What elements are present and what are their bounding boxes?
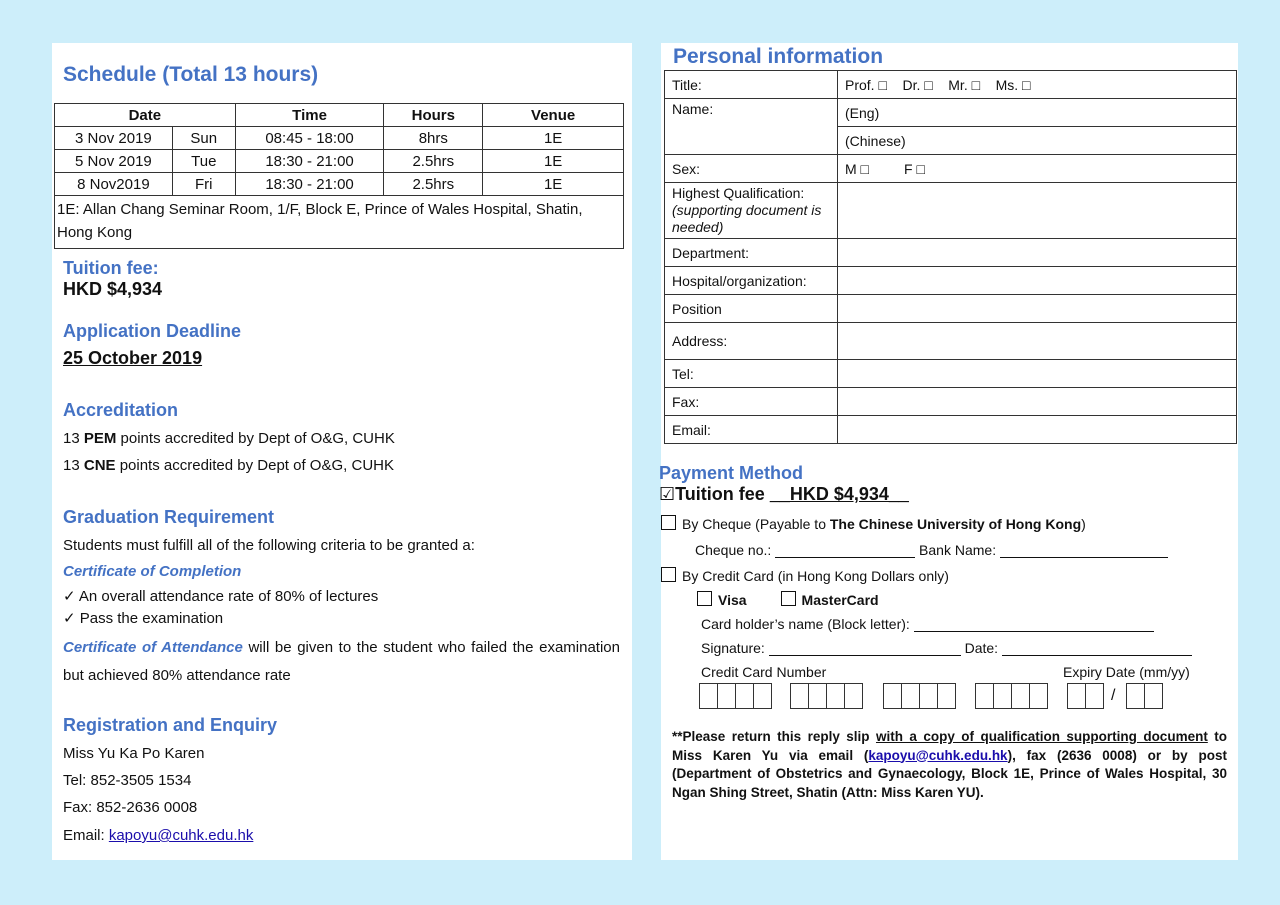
address-row (665, 323, 1237, 360)
header-time: Time (235, 104, 384, 127)
card-digit-box[interactable] (735, 683, 754, 709)
email-label: Email: (665, 416, 838, 444)
title-options[interactable]: Prof. □ Dr. □ Mr. □ Ms. □ (838, 71, 1237, 99)
email-label: Email: (63, 827, 109, 844)
card-digit-box[interactable] (993, 683, 1012, 709)
sex-row (665, 155, 1237, 183)
attendance-text: will be given to the student who failed the examination but achieved 80% attendance rate (63, 639, 620, 684)
card-digit-box[interactable] (1011, 683, 1030, 709)
card-holder-label: Card holder’s name (Block letter): (701, 616, 914, 632)
expiry-slash: / (1111, 687, 1116, 704)
contact-email-line (63, 826, 253, 846)
department-row (665, 239, 1237, 267)
mastercard-label: MasterCard (801, 592, 879, 608)
sex-label: Sex: (665, 155, 838, 183)
card-digit-box[interactable] (883, 683, 902, 709)
card-digit-box[interactable] (937, 683, 956, 709)
visa-checkbox[interactable] (697, 591, 712, 606)
table-row (55, 127, 624, 150)
card-type-options (697, 591, 879, 608)
name-row (665, 99, 1237, 127)
accreditation-prefix: 13 (63, 430, 84, 447)
tuition-fee-amount: __HKD $4,934__ (769, 484, 909, 504)
cell-hours: 2.5hrs (384, 150, 483, 173)
tel-label: Tel: (665, 360, 838, 388)
hospital-row (665, 267, 1237, 295)
date-field[interactable] (1002, 640, 1192, 656)
venue-note: 1E: Allan Chang Seminar Room, 1/F, Block E, Prince of Wales Hospital, Shatin, Hong Kong (55, 196, 624, 249)
card-digit-box[interactable] (699, 683, 718, 709)
deadline-date: 25 October 2019 (63, 348, 203, 368)
credit-card-option (661, 567, 949, 584)
cheque-no-field[interactable] (775, 542, 915, 558)
hospital-label: Hospital/organization: (665, 267, 838, 295)
checked-checkbox[interactable]: ☑ (659, 484, 676, 504)
card-digit-box[interactable] (717, 683, 736, 709)
card-number-label: Credit Card Number (701, 664, 827, 680)
header-hours: Hours (384, 104, 483, 127)
card-number-boxes[interactable] (699, 683, 1169, 709)
card-digit-box[interactable] (808, 683, 827, 709)
card-digit-box[interactable] (901, 683, 920, 709)
card-digit-box[interactable] (790, 683, 809, 709)
cheque-checkbox[interactable] (661, 515, 676, 530)
name-label: Name: (665, 99, 838, 155)
fax-label: Fax: (665, 388, 838, 416)
visa-label: Visa (718, 592, 747, 608)
email-field[interactable] (838, 416, 1237, 444)
cell-venue: 1E (483, 127, 624, 150)
expiry-digit-box[interactable] (1085, 683, 1104, 709)
contact-fax: Fax: 852-2636 0008 (63, 799, 198, 816)
accreditation-line-pem (63, 429, 395, 449)
return-note-email-link[interactable]: kapoyu@cuhk.edu.hk (868, 747, 1008, 763)
tuition-fee-line (659, 484, 909, 505)
personal-info-table (664, 70, 1237, 444)
right-panel (661, 43, 1238, 860)
name-chinese-field[interactable]: (Chinese) (838, 127, 1237, 155)
hospital-field[interactable] (838, 267, 1237, 295)
attendance-paragraph (63, 634, 620, 690)
contact-tel: Tel: 852-3505 1534 (63, 772, 192, 789)
card-digit-box[interactable] (975, 683, 994, 709)
card-digit-box[interactable] (919, 683, 938, 709)
certificate-attendance: Certificate of Attendance (63, 639, 243, 656)
cell-date: 3 Nov 2019 (55, 127, 173, 150)
return-note-mid: to Miss Karen Yu via email ( (672, 729, 1228, 763)
cell-hours: 8hrs (384, 127, 483, 150)
accreditation-text: points accredited by Dept of O&G, CUHK (116, 430, 395, 447)
cell-venue: 1E (483, 173, 624, 196)
table-row (55, 173, 624, 196)
sex-options[interactable]: M □ F □ (838, 155, 1237, 183)
card-digit-box[interactable] (753, 683, 772, 709)
qualification-label: Highest Qualification: (672, 185, 805, 201)
personal-info-heading: Personal information (673, 45, 884, 68)
cne-label: CNE (83, 457, 116, 474)
graduation-heading: Graduation Requirement (63, 507, 275, 527)
tuition-amount: HKD $4,934 (63, 279, 163, 299)
email-row (665, 416, 1237, 444)
accreditation-text: points accredited by Dept of O&G, CUHK (115, 457, 394, 474)
cheque-payee: The Chinese University of Hong Kong (829, 516, 1082, 532)
expiry-label: Expiry Date (mm/yy) (1063, 664, 1190, 680)
credit-card-label: By Credit Card (in Hong Kong Dollars only) (682, 568, 949, 584)
left-panel (52, 43, 632, 860)
cell-day: Fri (172, 173, 235, 196)
card-digit-box[interactable] (844, 683, 863, 709)
expiry-digit-box[interactable] (1144, 683, 1163, 709)
address-field[interactable] (838, 323, 1237, 360)
title-label: Title: (665, 71, 838, 99)
signature-line (701, 640, 1192, 656)
cell-day: Tue (172, 150, 235, 173)
cell-date: 5 Nov 2019 (55, 150, 173, 173)
cell-time: 08:45 - 18:00 (235, 127, 384, 150)
return-note-prefix: **Please return this reply slip (672, 729, 876, 744)
schedule-header-row (55, 104, 624, 127)
name-eng-field[interactable]: (Eng) (838, 99, 1237, 127)
position-field[interactable] (838, 295, 1237, 323)
schedule-heading: Schedule (Total 13 hours) (63, 63, 319, 86)
address-label: Address: (665, 323, 838, 360)
department-field[interactable] (838, 239, 1237, 267)
tuition-heading: Tuition fee: (63, 258, 159, 278)
cheque-suffix: ) (1081, 516, 1086, 532)
criteria-item: ✓ An overall attendance rate of 80% of lectures (63, 588, 379, 605)
department-label: Department: (665, 239, 838, 267)
schedule-table (54, 103, 624, 249)
accreditation-heading: Accreditation (63, 400, 179, 420)
credit-card-checkbox[interactable] (661, 567, 676, 582)
cell-time: 18:30 - 21:00 (235, 173, 384, 196)
expiry-digit-box[interactable] (1067, 683, 1086, 709)
mastercard-checkbox[interactable] (781, 591, 796, 606)
contact-name: Miss Yu Ka Po Karen (63, 745, 205, 762)
card-holder-line (701, 616, 1154, 632)
card-digit-box[interactable] (826, 683, 845, 709)
tel-row (665, 360, 1237, 388)
date-label: Date: (960, 640, 1002, 656)
table-row (55, 150, 624, 173)
cheque-label: By Cheque (Payable to (682, 516, 830, 532)
card-holder-field[interactable] (914, 616, 1154, 632)
cell-hours: 2.5hrs (384, 173, 483, 196)
qualification-note: (supporting document is needed) (672, 202, 822, 235)
expiry-digit-box[interactable] (1126, 683, 1145, 709)
signature-label: Signature: (701, 640, 769, 656)
fax-field[interactable] (838, 388, 1237, 416)
return-note-underlined: with a copy of qualification supporting document (875, 729, 1208, 744)
accreditation-line-cne (63, 456, 394, 476)
tuition-fee-label: Tuition fee (675, 484, 770, 504)
qualification-row (665, 183, 1237, 239)
cell-time: 18:30 - 21:00 (235, 150, 384, 173)
certificate-completion: Certificate of Completion (63, 563, 242, 580)
cheque-no-label: Cheque no.: (695, 542, 776, 558)
cell-date: 8 Nov2019 (55, 173, 173, 196)
signature-field[interactable] (769, 640, 961, 656)
header-date: Date (55, 104, 236, 127)
cheque-details (695, 542, 1168, 558)
header-venue: Venue (483, 104, 624, 127)
payment-heading: Payment Method (659, 463, 804, 483)
contact-email-link[interactable]: kapoyu@cuhk.edu.hk (108, 827, 254, 844)
qualification-field[interactable] (838, 183, 1237, 239)
graduation-intro: Students must fulfill all of the following criteria to be granted a: (63, 537, 475, 554)
return-note (672, 728, 1227, 802)
cheque-option (661, 515, 1086, 532)
card-digit-box[interactable] (1029, 683, 1048, 709)
venue-note-row (55, 196, 624, 249)
fax-row (665, 388, 1237, 416)
accreditation-prefix: 13 (63, 457, 84, 474)
title-row (665, 71, 1237, 99)
registration-heading: Registration and Enquiry (63, 715, 278, 735)
cell-venue: 1E (483, 150, 624, 173)
tel-field[interactable] (838, 360, 1237, 388)
criteria-item: ✓ Pass the examination (63, 610, 224, 627)
position-label: Position (665, 295, 838, 323)
bank-name-label: Bank Name: (915, 542, 1000, 558)
deadline-heading: Application Deadline (63, 321, 242, 341)
position-row (665, 295, 1237, 323)
pem-label: PEM (83, 430, 117, 447)
qualification-label-cell (665, 183, 838, 239)
bank-name-field[interactable] (1000, 542, 1168, 558)
return-note-rest: ), fax (2636 0008) or by post (Department of Obstetrics and Gynaecology, Block 1E, Prince of Wales Hospital, 30 Ngan Shing Street, Shatin (Attn: Miss Karen YU). (672, 747, 1227, 800)
cell-day: Sun (172, 127, 235, 150)
